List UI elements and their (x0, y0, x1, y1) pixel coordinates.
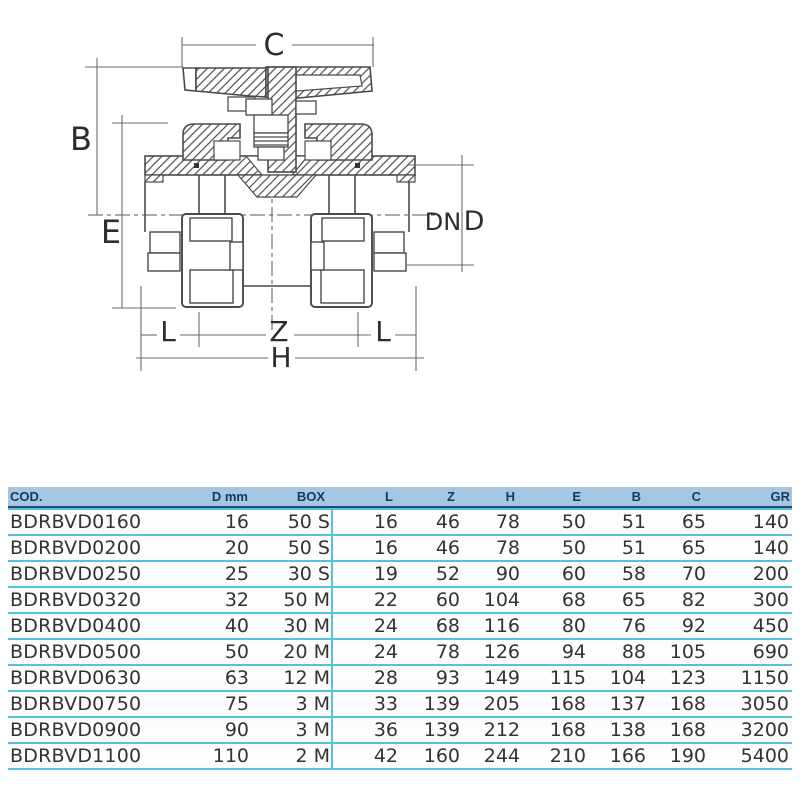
cell-c: 105 (669, 641, 706, 663)
table-row (8, 692, 792, 718)
cell-h: 78 (495, 537, 520, 559)
ball-section (238, 175, 316, 197)
dimensions-table (8, 487, 792, 770)
cell-d-mm: 20 (224, 537, 249, 559)
table-row (8, 718, 792, 744)
table-row (8, 588, 792, 614)
cell-l: 19 (373, 563, 398, 585)
cell-box: 50 S (287, 511, 330, 533)
cell-box: 30 S (287, 563, 330, 585)
cell-d-mm: 63 (224, 667, 249, 689)
col-header-z: Z (447, 489, 455, 504)
cell-z: 78 (435, 641, 460, 663)
cell-e: 50 (561, 537, 586, 559)
col-header-cod: COD. (10, 489, 43, 504)
table-row (8, 666, 792, 692)
col-header-box: BOX (296, 489, 325, 504)
dim-label-z: Z (269, 315, 289, 348)
cell-c: 65 (681, 511, 706, 533)
handle-tip-left (183, 68, 196, 91)
table-header-row (8, 487, 792, 508)
col-header-l: L (385, 489, 393, 504)
spigot-right (374, 232, 406, 271)
cell-cod: BDRBVD0200 (10, 537, 142, 559)
cell-b: 88 (621, 641, 646, 663)
cell-z: 68 (435, 615, 460, 637)
cell-cod: BDRBVD0250 (10, 563, 142, 585)
valve-stem (228, 97, 316, 160)
cell-h: 78 (495, 511, 520, 533)
cell-l: 16 (373, 511, 398, 533)
cell-l: 24 (373, 641, 398, 663)
table-row (8, 510, 792, 536)
col-header-h: H (505, 489, 515, 504)
cell-box: 20 M (283, 641, 330, 663)
dim-label-h: H (270, 341, 292, 374)
cell-z: 139 (423, 693, 460, 715)
cell-cod: BDRBVD0900 (10, 719, 142, 741)
cell-h: 244 (483, 745, 520, 767)
cell-d-mm: 25 (224, 563, 249, 585)
cell-b: 138 (609, 719, 646, 741)
dim-label-l-left: L (160, 315, 176, 348)
cell-cod: BDRBVD0500 (10, 641, 142, 663)
spigot-left (148, 232, 180, 271)
cell-l: 42 (373, 745, 398, 767)
cell-d-mm: 90 (224, 719, 249, 741)
cell-d-mm: 32 (224, 589, 249, 611)
cell-box: 3 M (295, 693, 330, 715)
cell-gr: 300 (752, 589, 789, 611)
cell-b: 166 (609, 745, 646, 767)
table-body (8, 508, 792, 770)
cell-box: 30 M (283, 615, 330, 637)
cell-z: 93 (435, 667, 460, 689)
cell-box: 3 M (295, 719, 330, 741)
dim-label-e: E (100, 213, 122, 251)
cell-l: 24 (373, 615, 398, 637)
cell-c: 65 (681, 537, 706, 559)
cell-h: 212 (483, 719, 520, 741)
cell-z: 46 (435, 511, 460, 533)
cell-box: 50 S (287, 537, 330, 559)
cell-h: 205 (483, 693, 520, 715)
cell-c: 82 (681, 589, 706, 611)
cell-d-mm: 50 (224, 641, 249, 663)
cell-cod: BDRBVD0750 (10, 693, 142, 715)
cell-gr: 5400 (740, 745, 789, 767)
cell-h: 104 (483, 589, 520, 611)
cell-cod: BDRBVD1100 (10, 745, 142, 767)
cell-cod: BDRBVD0320 (10, 589, 142, 611)
cell-b: 51 (621, 537, 646, 559)
cell-d-mm: 75 (224, 693, 249, 715)
cell-gr: 3200 (740, 719, 789, 741)
table-row (8, 744, 792, 770)
cell-gr: 1150 (740, 667, 789, 689)
dim-label-c: C (263, 28, 285, 63)
cell-z: 52 (435, 563, 460, 585)
cell-b: 104 (609, 667, 646, 689)
cell-l: 36 (373, 719, 398, 741)
dim-label-b: B (70, 120, 92, 158)
cell-box: 50 M (283, 589, 330, 611)
dim-label-d: D (463, 206, 485, 237)
cell-cod: BDRBVD0160 (10, 511, 142, 533)
cell-l: 16 (373, 537, 398, 559)
cell-gr: 140 (752, 511, 789, 533)
cell-c: 168 (669, 693, 706, 715)
table-row (8, 536, 792, 562)
cell-box: 12 M (283, 667, 330, 689)
cell-l: 28 (373, 667, 398, 689)
cell-gr: 3050 (740, 693, 789, 715)
cell-c: 70 (681, 563, 706, 585)
cell-z: 46 (435, 537, 460, 559)
cell-b: 137 (609, 693, 646, 715)
cell-b: 58 (621, 563, 646, 585)
cell-gr: 450 (752, 615, 789, 637)
cell-cod: BDRBVD0630 (10, 667, 142, 689)
col-header-e: E (572, 489, 581, 504)
col-header-c: C (691, 489, 701, 504)
col-header-d-mm: D mm (211, 489, 248, 504)
cell-e: 68 (561, 589, 586, 611)
cell-e: 50 (561, 511, 586, 533)
col-header-gr: GR (770, 489, 790, 504)
cell-gr: 200 (752, 563, 789, 585)
cell-h: 90 (495, 563, 520, 585)
cell-h: 149 (483, 667, 520, 689)
cell-e: 168 (549, 719, 586, 741)
cell-l: 22 (373, 589, 398, 611)
union-nut-left (182, 214, 243, 307)
cell-e: 80 (561, 615, 586, 637)
cell-h: 126 (483, 641, 520, 663)
cell-c: 190 (669, 745, 706, 767)
cell-b: 76 (621, 615, 646, 637)
cell-h: 116 (483, 615, 520, 637)
cell-c: 168 (669, 719, 706, 741)
dim-label-l-right: L (375, 315, 391, 348)
handle-left-wing (196, 68, 266, 97)
cell-c: 92 (681, 615, 706, 637)
cell-e: 210 (549, 745, 586, 767)
cell-b: 65 (621, 589, 646, 611)
cell-d-mm: 110 (212, 745, 249, 767)
cell-d-mm: 40 (224, 615, 249, 637)
cell-e: 115 (549, 667, 586, 689)
union-nut-right (311, 214, 372, 307)
valve-body-group (145, 67, 415, 307)
cell-z: 139 (423, 719, 460, 741)
box-column-divider (331, 510, 333, 770)
table-row (8, 640, 792, 666)
cell-box: 2 M (295, 745, 330, 767)
cell-c: 123 (669, 667, 706, 689)
cell-b: 51 (621, 511, 646, 533)
cell-l: 33 (373, 693, 398, 715)
table-row (8, 562, 792, 588)
col-header-b: B (631, 489, 641, 504)
table-row (8, 614, 792, 640)
dim-label-dn: DN (424, 208, 462, 236)
cell-cod: BDRBVD0400 (10, 615, 142, 637)
cell-e: 168 (549, 693, 586, 715)
cell-z: 160 (423, 745, 460, 767)
cell-gr: 690 (752, 641, 789, 663)
cell-e: 60 (561, 563, 586, 585)
cell-e: 94 (561, 641, 586, 663)
cell-z: 60 (435, 589, 460, 611)
cell-gr: 140 (752, 537, 789, 559)
cell-d-mm: 16 (224, 511, 249, 533)
